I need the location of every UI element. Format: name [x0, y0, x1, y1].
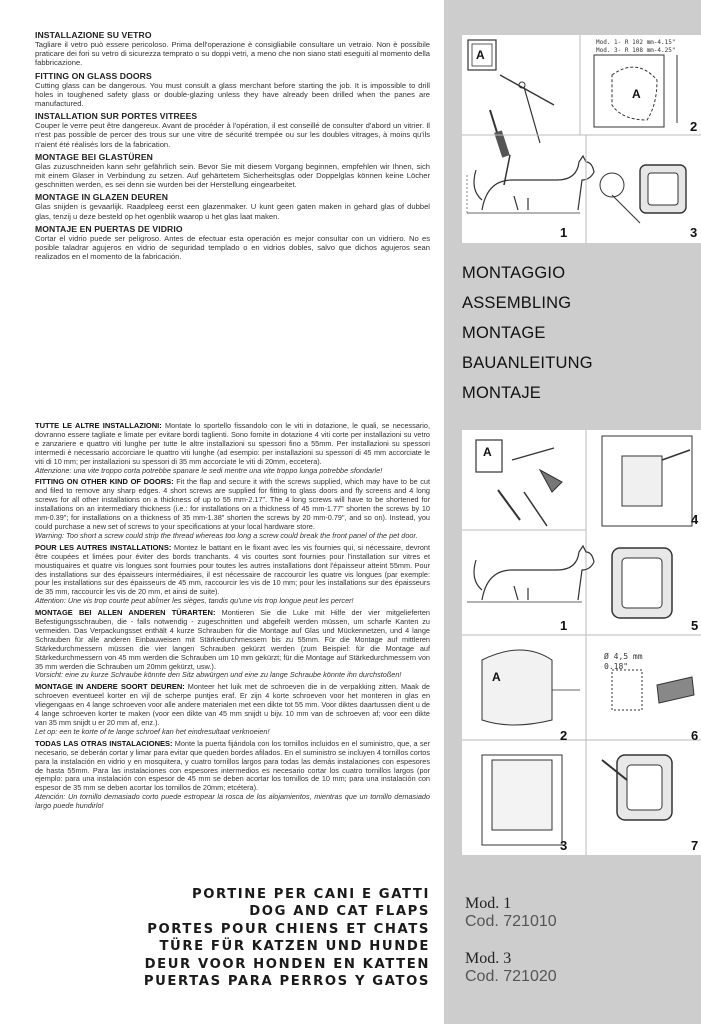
other-instructions — [35, 422, 430, 814]
section-body: Glas snijden is gevaarlijk. Raadpleeg eerst een glazenmaker. U kunt geen gaten maken in gehard glas of dubbel glas, tenzij u deze besteld op het ogenblik waarop u het glas laat maken. — [35, 202, 430, 221]
section-note: Let op: een te korte of te lange schroef kan het eindresultaat verknoeien! — [35, 726, 270, 736]
step-number-5: 5 — [691, 618, 699, 633]
product-title-nl: DEUR VOOR HONDEN EN KATTEN — [144, 956, 430, 972]
section-title: INSTALLAZIONE SU VETRO — [35, 30, 152, 40]
glass-section-de — [35, 152, 430, 190]
section-title: FITTING ON OTHER KIND OF DOORS: — [35, 477, 174, 487]
section-body: Fit the flap and secure it with the screws supplied, which may have to be cut and filed to remove any sharp edges. 4 short screws are supplied for fitting to glass doors and fly screens and 4 long screws for all other installations on a thickness of up to 55 mm-2.17". The 4 long screws will have to be shortened for installations on an intermediary thickness (i.e.: for installations on a thickness of 45 mm-1.77" shorten the screws by 10 mm-0.39"; for installations on a thickness of 35 mm-1.38" shorten the screws by 20 mm-0.79", and so on). Instead, you could purchase a new set of screws to your specifications at your local hardware store. — [35, 477, 431, 531]
section-title: MONTAJE EN PUERTAS DE VIDRIO — [35, 223, 183, 234]
section-body: Monteer het luik met de schroeven die in de verpakking zitten. Maak de schroeven eventueel korter en vijl de scherpe puntjes eraf. Er zijn 4 korte schroeven voor het monteren in glas en vliegengaas en 4 lange schroeven voor alle andere materialen met een dikte tot 55 mm. Voor diktes daartussen dient u de 4 lange schroeven korter te maken (voor een dikte van 45 mm snijdt u bijv. 10 mm van de schroeven af; voor een dikte van 35 mm snijdt u er 20 mm af, enz.). — [35, 682, 430, 727]
assembling-titles — [462, 258, 593, 408]
title-it: MONTAGGIO — [462, 264, 566, 282]
section-title: MONTAGE IN GLAZEN DEUREN — [35, 192, 169, 203]
glass-illustration-panel — [462, 35, 701, 243]
step-number-4: 4 — [691, 512, 699, 527]
step-number-2b: 2 — [560, 728, 568, 743]
label-a-3: A — [483, 445, 492, 459]
model-code: Cod. 721020 — [465, 968, 557, 985]
drill-size-label — [604, 652, 643, 672]
label-a-4: A — [492, 670, 501, 684]
glass-section-es — [35, 224, 430, 262]
measure-label-2: Mod. 3- R 108 mm-4.25" — [596, 47, 676, 54]
section-title: INSTALLATION SUR PORTES VITREES — [35, 111, 198, 122]
section-body: Tagliare il vetro può essere pericoloso. Prima dell'operazione è consigliabile consultare un vetraio. Non è possibile praticare dei fori su vetro di sicurezza temprato o su doppi vetri, a meno che non siano stati eseguiti al momento della fabbricazione. — [35, 40, 430, 68]
title-fr: MONTAGE — [462, 324, 546, 342]
section-note: Attenzione: una vite troppo corta potrebbe spanare le sedi mentre una vite troppo lunga potrebbe sfondarle! — [35, 465, 383, 475]
other-section-fr — [35, 544, 430, 606]
measure-label-1: Mod. 1- R 102 mm-4.15" — [596, 39, 676, 46]
section-body: Monte la puerta fijándola con los tornillos incluidos en el suministro, que, a ser necesario, se deberán cortar y limar para evitar que queden bordes afilados. En el suministro se incluyen 4 tornillos cortos para la instalación en vidrio y en mosquitera, y cuatro tornillos largos para todas las demás instalaciones con espesores de hasta 55mm. Para las instalaciones con espesores intermedios es necesario cortar los cuatro tornillos largos (por ejemplo: para una instalación con espesor de 45 mm se deben acortar los tornillos de 10 mm; para una instalación con espesor de 35 mm se deben acortar los tornillos de 20mm; etcétera). — [35, 738, 431, 793]
product-title-it: PORTINE PER CANI E GATTI — [191, 887, 430, 902]
step-number-2: 2 — [690, 119, 698, 134]
glass-section-fr — [35, 111, 430, 149]
section-body: Couper le verre peut être dangereux. Avant de procéder à l'opération, il est conseillé de consulter d'abord un vitrier. Il n'est pas possible de percer des trous sur une vitre de sécurité trempée ou sur les doubles vitrages, à moins qu'ils n'aient été réalisés lors de la fabrication. — [35, 121, 430, 149]
drill-size-in: 0.18" — [604, 662, 629, 671]
step-number-7: 7 — [691, 838, 699, 853]
drill-size-mm: Ø 4,5 mm — [604, 652, 643, 661]
other-section-nl — [35, 683, 430, 736]
glass-section-en — [35, 71, 430, 109]
step-number-3: 3 — [690, 225, 698, 240]
step-number-3b: 3 — [560, 838, 568, 853]
step-number-1: 1 — [560, 225, 568, 240]
title-de: BAUANLEITUNG — [462, 354, 593, 372]
glass-section-nl — [35, 192, 430, 220]
section-title: POUR LES AUTRES INSTALLATIONS: — [35, 542, 172, 552]
product-title-fr: PORTES POUR CHIENS ET CHATS — [147, 921, 430, 937]
title-es: MONTAJE — [462, 384, 542, 402]
section-body: Cutting glass can be dangerous. You must consult a glass merchant before starting the job. It is impossible to drill holes in toughened safety glass or double-glazing unless they have already been drilled when the panes are manufactured. — [35, 80, 430, 109]
section-note: Attention: Une vis trop courte peut abîmer les sièges, tandis qu'une vis trop longue peut les percer! — [35, 596, 354, 606]
model-name: Mod. 3 — [465, 950, 512, 967]
step-number-6: 6 — [691, 728, 699, 743]
label-a-2: A — [632, 87, 641, 101]
product-title-de: TÜRE FÜR KATZEN UND HUNDE — [159, 939, 430, 955]
model-name: Mod. 1 — [465, 895, 512, 912]
section-body: Montate lo sportello fissandolo con le viti in dotazione, le quali, se necessario, dovranno essere tagliate e limate per evitare bordi taglienti. Sono fornite in dotazione 4 viti corte per installazioni su vetro e zanzariere e quattro viti lunghe per tutte le altre installazioni su spessori fino a 55mm. Per installazioni su spessori intermedi è necessario accorciare le quattro viti lunghe (ad esempio: per installazioni su spessori di 45 mm accorciate le viti di 10 mm; per installazioni su spessori di 35 mm accorciate le viti di 20mm, eccetera). — [35, 421, 431, 466]
section-title: MONTAGE BEI GLASTÜREN — [35, 151, 153, 162]
other-section-it — [35, 422, 430, 475]
section-note: Warning: Too short a screw could strip the thread whereas too long a screw could break the front panel of the pet door. — [35, 530, 418, 540]
section-title: FITTING ON GLASS DOORS — [35, 70, 152, 81]
section-title: TUTTE LE ALTRE INSTALLAZIONI: — [35, 421, 162, 430]
section-title: MONTAGE BEI ALLEN ANDEREN TÜRARTEN: — [35, 608, 216, 618]
other-section-de — [35, 609, 430, 680]
section-body: Montez le battant en le fixant avec les vis fournies qui, si nécessaire, devront être coupées et limées pour éviter des bords tranchants. 4 vis courtes sont fournies pour l'installation sur vitres et moustiquaires et quatre vis longues sont fournies pour toutes les autres installations dont l'épaisseur atteint 55mm. Pour des installations sur des épaisseurs intermédiaires, il est nécessaire de raccourcir les quatre vis longues (par exemple: pour les installations sur des épaisseurs de 45 mm, raccourcir les vis de 10 mm; pour les installations sur des épaisseurs de 35 mm, raccourcir les vis de 20 mm, et ainsi de suite). — [35, 542, 430, 597]
title-en: ASSEMBLING — [462, 294, 572, 312]
step-number-1b: 1 — [560, 618, 568, 633]
glass-section-it — [35, 30, 430, 68]
section-body: Glas zuzuschneiden kann sehr gefährlich sein. Bevor Sie mit diesem Vorgang beginnen, empfehlen wir Ihnen, sich mit einem Glaser in Verbindung zu setzen. Auf gehärtetem Sicherheitsglas oder Doppelglas können keine Löcher geschnitten werden, es sei denn sie wurden bei der Herstellung eingearbeitet. — [35, 161, 430, 190]
section-note: Vorsicht: eine zu kurze Schraube könnte den Sitz abwürgen und eine zu lange Schraube könnte ihn durchstoßen! — [35, 670, 402, 680]
model-3 — [465, 950, 557, 986]
section-title: TODAS LAS OTRAS INSTALACIONES: — [35, 738, 173, 748]
model-1 — [465, 895, 557, 931]
model-code: Cod. 721010 — [465, 913, 557, 930]
section-body: Montieren Sie die Luke mit Hilfe der vier mitgelieferten Befestigungsschrauben, die - falls notwendig - zugeschnitten und abgefeilt werden müssen, um scharfe Kanten zu vermeiden. Das Verpackungsset enthält 4 kurze Schrauben für die Montage auf Glas und Mückennetzen, und 4 lange Schrauben für alle anderen Einbauweisen mit Stärkedurchmessern bis zu 55mm. Für die Montage auf mittleren Stärkedurchmessern müssen die vier langen Schrauben gekürzt werden (zum Beispiel: für die Montage auf Stärkedurchmessern von 45 mm werden die Schrauben um 10 mm gekürzt; für die Montage auf Stärkedurchmessern von 35 mm werden die Schrauben um 20mm gekürzt, usw.). — [35, 608, 430, 671]
product-title-es: PUERTAS PARA PERROS Y GATOS — [143, 974, 430, 990]
section-body: Cortar el vidrio puede ser peligroso. Antes de efectuar esta operación es mejor consultar con un vidriero. No es posible taladrar agujeros en vidrio de seguridad templado o en vidrios dobles, salvo que dichos agujeros sean realizados en el momento de la fabricación. — [35, 233, 430, 262]
product-title-en: DOG AND CAT FLAPS — [249, 904, 430, 920]
section-note: Atención: Un tornillo demasiado corto puede estropear la rosca de los alojamientos, mientras que un tornillo demasiado largo puede hundirlo! — [35, 792, 430, 811]
glass-illustration — [462, 35, 701, 243]
other-section-en — [35, 478, 430, 540]
label-a: A — [476, 48, 485, 62]
other-illustration-panel — [462, 430, 701, 855]
product-titles — [40, 886, 430, 990]
other-section-es — [35, 740, 430, 811]
section-title: MONTAGE IN ANDERE SOORT DEUREN: — [35, 682, 185, 692]
glass-instructions — [35, 30, 430, 264]
other-illustration — [462, 430, 701, 855]
